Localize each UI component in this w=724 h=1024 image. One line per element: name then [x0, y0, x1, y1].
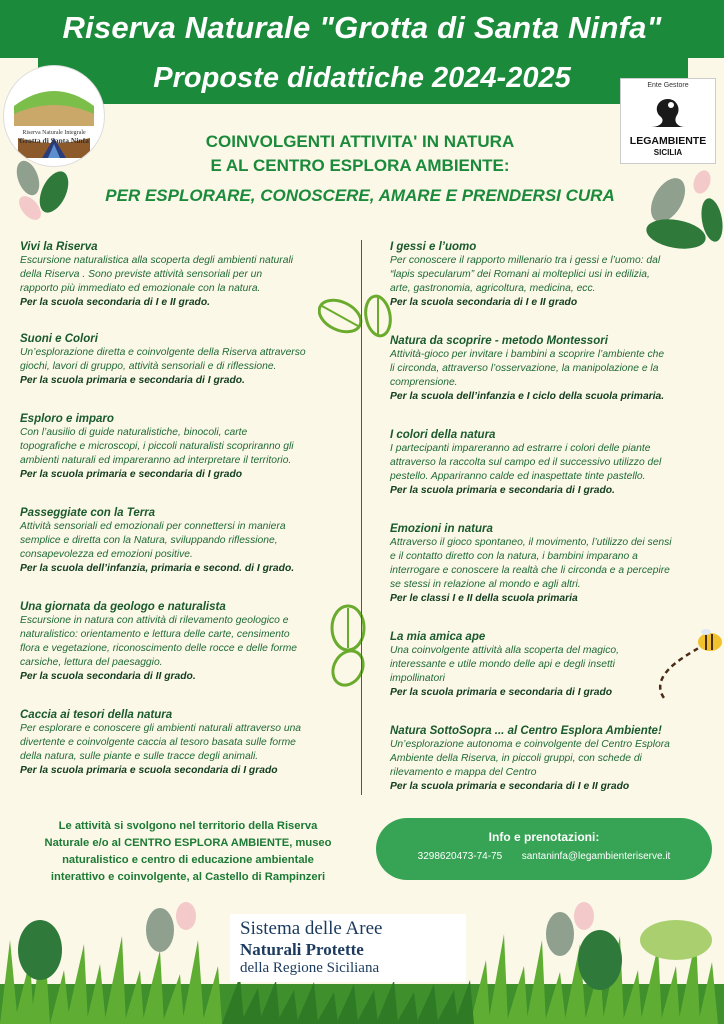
sistema-line3: della Regione Siciliana	[240, 960, 380, 976]
activity-desc-line: “lapis specularum” dei Romani ai molteplici usi in edilizia,	[390, 269, 650, 280]
info-contacts	[384, 851, 704, 862]
activity-title: Suoni e Colori	[20, 333, 98, 345]
activity-grade: Per la scuola primaria e scuola secondaria di I grado	[20, 765, 278, 776]
activity-desc-line: Una coinvolgente attività alla scoperta del magico,	[390, 645, 619, 656]
activity-desc-line: comprensione.	[390, 377, 458, 388]
activity-title: I gessi e l’uomo	[390, 241, 477, 253]
activity-grade: Per la scuola dell’infanzia, primaria e second. di I grado.	[20, 563, 295, 574]
info-box	[376, 818, 712, 880]
footer-note-line: naturalistico e centro di educazione ambientale	[62, 854, 314, 866]
activity-title: Vivi la Riserva	[20, 241, 98, 253]
activity-desc-line: Per conoscere il rapporto millenario tra i gessi e l’uomo: dal	[390, 255, 661, 266]
activity-title: Esploro e imparo	[20, 413, 114, 425]
footer-note	[18, 818, 358, 886]
activity-desc-line: rilevamento e mappa del Centro	[390, 767, 537, 778]
activity-desc-line: ambienti naturali ed impareranno ad interpretare il territorio.	[20, 455, 292, 466]
activity-title: Natura da scoprire - metodo Montessori	[390, 335, 608, 347]
page-title: Riserva Naturale "Grotta di Santa Ninfa"	[62, 10, 662, 45]
page-subtitle: Proposte didattiche 2024-2025	[153, 62, 571, 94]
activity-item	[20, 708, 342, 778]
leaf-cluster-left-icon	[8, 158, 78, 228]
activity-grade: Per la scuola primaria e secondaria di I e II grado	[390, 781, 630, 792]
activity-item	[20, 332, 342, 388]
riserva-logo-line1: Riserva Naturale Integrale	[22, 130, 86, 136]
activity-desc-line: Attraverso il gioco spontaneo, il movimento, l’utilizzo dei sensi	[390, 537, 672, 548]
activity-desc-line: della Riserva . Sono previste attività sensoriali per un	[20, 269, 263, 280]
activity-desc-line: pestello. Appariranno calde ed inaspettate tinte pastello.	[390, 471, 646, 482]
activity-title: I colori della natura	[390, 429, 496, 441]
email-address[interactable]: santaninfa@legambienteriserve.it	[521, 851, 671, 862]
activity-desc-line: consapevolezza ed emozioni positive.	[20, 549, 193, 560]
subhead-line1: COINVOLGENTI ATTIVITA' IN NATURA	[205, 132, 515, 151]
activity-grade: Per la scuola primaria e secondaria di I grado	[390, 687, 613, 698]
activity-desc-line: flora e vegetazione, riconoscimento delle rocce e delle forme	[20, 643, 298, 654]
subhead-line2: E AL CENTRO ESPLORA AMBIENTE:	[210, 156, 510, 175]
activity-item	[20, 600, 342, 684]
activity-item	[390, 630, 706, 700]
activity-desc-line: Attività sensoriali ed emozionali per connettersi in maniera	[20, 521, 286, 532]
activity-item	[390, 522, 706, 606]
activity-desc-line: arte, gastronomia, agricoltura, medicina, ecc.	[390, 283, 596, 294]
activity-title: Passeggiate con la Terra	[20, 507, 156, 519]
activity-desc-line: semplice e diretta con la Natura, sviluppando riflessione,	[20, 535, 278, 546]
activity-desc-line: interrogare e conoscere la realtà che li circonda e a percepire	[390, 565, 670, 576]
activity-item	[390, 240, 706, 310]
sistema-line2: Naturali Protette	[240, 940, 364, 959]
activity-title: Emozioni in natura	[390, 523, 493, 535]
sistema-aree-logo	[230, 914, 466, 982]
activity-desc-line: rapporto più immediato ed emozionale con la natura.	[20, 283, 261, 294]
legambiente-swan-icon	[621, 91, 715, 135]
legambiente-region: SICILIA	[653, 148, 683, 157]
activity-grade: Per la scuola primaria e secondaria di I grado.	[20, 375, 245, 386]
activity-desc-line: Un’esplorazione diretta e coinvolgente della Riserva attraverso	[20, 347, 306, 358]
ente-gestore-label: Ente Gestore	[647, 82, 689, 89]
activity-title: Natura SottoSopra ... al Centro Esplora Ambiente!	[390, 725, 662, 737]
activity-desc-line: impollinatori	[390, 673, 445, 684]
info-title: Info e prenotazioni:	[488, 830, 600, 844]
activity-item	[20, 240, 342, 310]
activity-item	[390, 428, 706, 498]
activity-grade: Per la scuola secondaria di I e II grado.	[20, 297, 210, 308]
activity-grade: Per la scuola dell’infanzia e I ciclo della scuola primaria.	[390, 391, 665, 402]
activity-desc-line: Escursione in natura con attività di rilevamento geologico e	[20, 615, 289, 626]
legambiente-name: LEGAMBIENTE	[629, 135, 707, 147]
activity-desc-line: Con l’ausilio di guide naturalistiche, binocoli, carte	[20, 427, 248, 438]
column-divider	[361, 240, 362, 795]
activity-desc-line: e il contatto diretto con la natura, i bambini imparano a	[390, 551, 638, 562]
activity-item	[20, 506, 342, 576]
activity-desc-line: naturalistico: orientamento e lettura delle carte, censimento	[20, 629, 290, 640]
footer-note-line: Le attività si svolgono nel territorio della Riserva	[58, 820, 318, 832]
activity-desc-line: Per esplorare e conoscere gli ambienti naturali attraverso una	[20, 723, 302, 734]
activity-title: Caccia ai tesori della natura	[20, 709, 173, 721]
subhead-line3: PER ESPLORARE, CONOSCERE, AMARE E PRENDERSI CURA	[105, 186, 615, 205]
footer-note-line: interattivo e coinvolgente, al Castello di Rampinzeri	[50, 871, 326, 883]
riserva-logo-line2: Grotta di Santa Ninfa	[19, 136, 89, 145]
activity-item	[390, 334, 706, 404]
activity-desc-line: divertente e coinvolgente caccia al tesoro basata sulle forme	[20, 737, 296, 748]
activity-desc-line: carsiche, lettura del paesaggio.	[20, 657, 163, 668]
activity-item	[20, 412, 342, 482]
activity-title: Una giornata da geologo e naturalista	[20, 601, 226, 613]
activity-desc-line: topografiche e microscopi, i piccoli naturalisti scopriranno gli	[20, 441, 294, 452]
activity-desc-line: I partecipanti impareranno ad estrarre i colori delle piante	[390, 443, 651, 454]
activity-grade: Per la scuola secondaria di II grado.	[20, 671, 196, 682]
activity-desc-line: giochi, lavori di gruppo, attività sensoriali e di riflessione.	[20, 361, 277, 372]
activity-desc-line: Attività-gioco per invitare i bambini a scoprire l’ambiente che	[390, 349, 665, 360]
activity-grade: Per la scuola secondaria di I e II grado	[390, 297, 578, 308]
activity-desc-line: attraverso la raccolta sul campo ed il successivo utilizzo del	[390, 457, 662, 468]
activity-desc-line: Ambiente della Riserva, in piccoli gruppi, con schede di	[390, 753, 642, 764]
footer-note-line: Naturale e/o al CENTRO ESPLORA AMBIENTE, museo	[44, 837, 332, 849]
activity-desc-line: della natura, sulle piante e sulle tracce degli animali.	[20, 751, 259, 762]
activity-desc-line: Un’esplorazione autonoma e coinvolgente del Centro Esplora	[390, 739, 670, 750]
activity-desc-line: interessante e utile mondo delle api e degli insetti	[390, 659, 615, 670]
activity-grade: Per le classi I e II della scuola primaria	[390, 593, 578, 604]
activity-grade: Per la scuola primaria e secondaria di I grado	[20, 469, 243, 480]
activity-item	[390, 724, 706, 794]
activity-desc-line: Escursione naturalistica alla scoperta degli ambienti naturali	[20, 255, 294, 266]
activity-desc-line: se stessi in relazione al mondo e agli altri.	[390, 579, 581, 590]
phone-number[interactable]: 3298620473-74-75	[417, 851, 503, 862]
header-banner	[0, 0, 724, 106]
sistema-line1: Sistema delle Aree	[240, 918, 383, 939]
activity-grade: Per la scuola primaria e secondaria di I grado.	[390, 485, 615, 496]
activity-desc-line: li circonda, attraverso l’osservazione, la manipolazione e la	[390, 363, 659, 374]
activity-title: La mia amica ape	[390, 631, 486, 643]
